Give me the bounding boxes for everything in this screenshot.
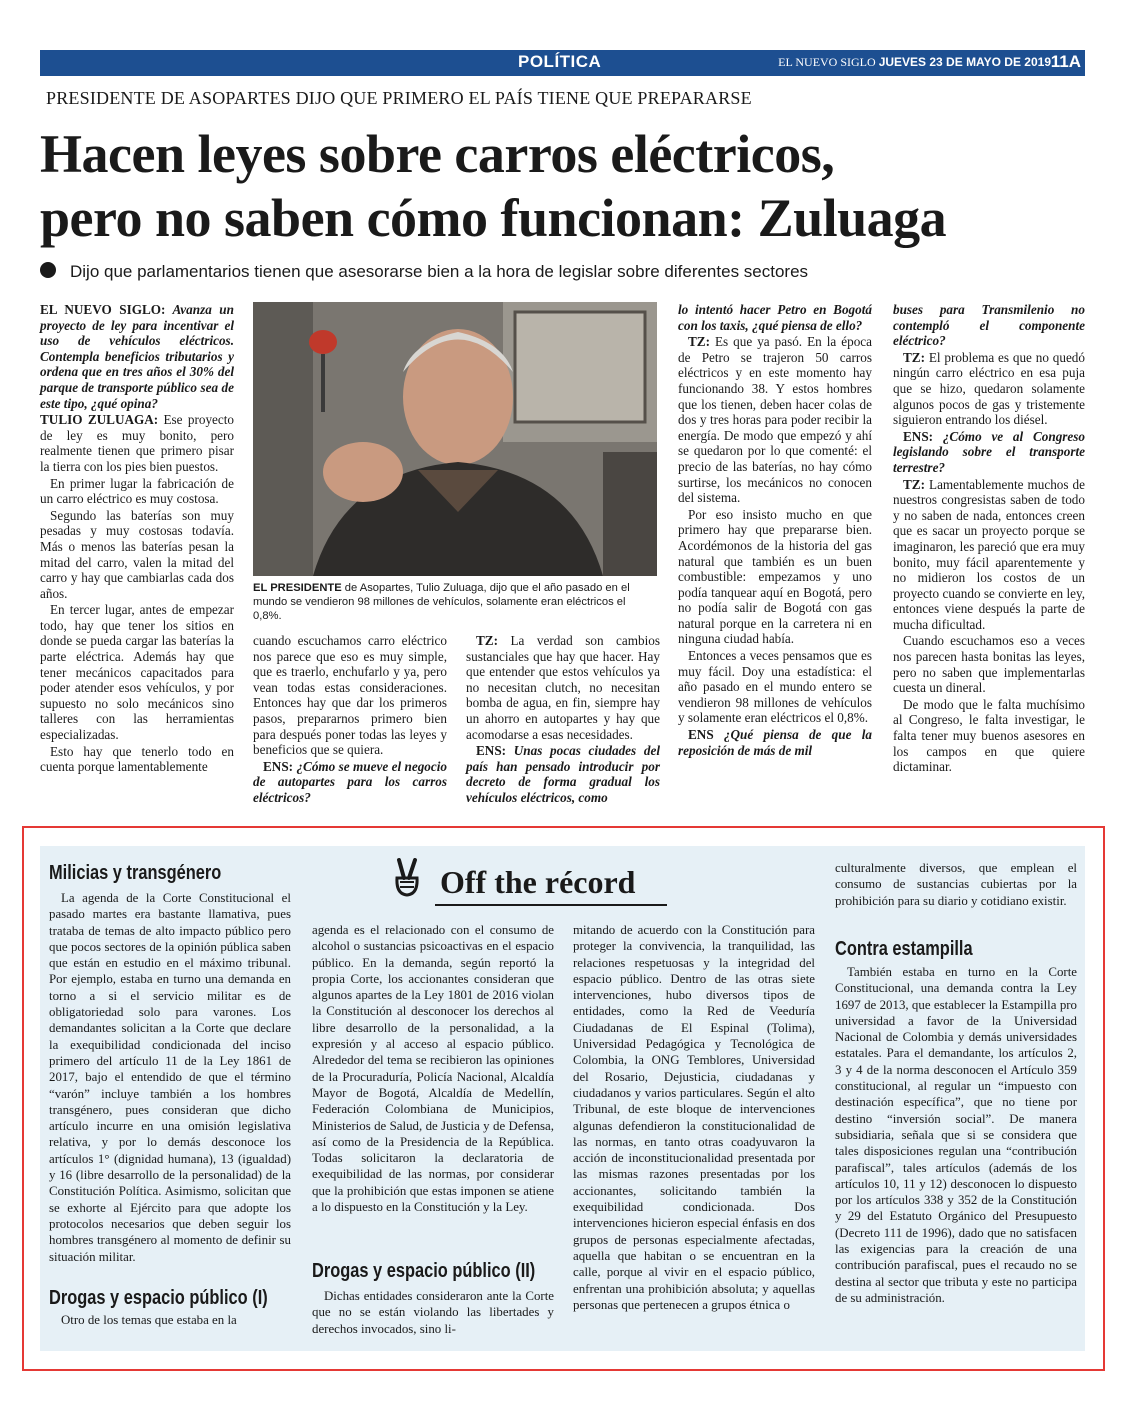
article-column-1 — [40, 302, 234, 776]
answer-2: La verdad son cambios sustanciales que hay que hacer. Hay que entender que estos vehículos ya no necesitan clutch, no necesitan bomba de agua, en fin, siempre hay un ahorro en autopartes y hay que acomodarse a esas necesidades. — [466, 633, 660, 742]
question-5: ¿Cómo ve al Congreso legislando sobre el transporte terrestre? — [893, 428, 1085, 475]
photo-caption — [253, 581, 657, 623]
paragraph: Esto hay que tenerlo todo en cuenta porque lamentablemente — [40, 743, 234, 775]
headline-line-2: pero no saben cómo funcionan: Zuluaga — [40, 188, 947, 248]
question-4: ¿Qué piensa de que la reposición de más de mil — [678, 727, 872, 758]
article-column-5 — [893, 302, 1085, 776]
paragraph: La agenda de la Corte Constitucional el pasado martes era bastante llamativa, pues trataba de temas de alto impacto público pero que pocos sectores de la opinión pública saben que están en estudio en el máximo tribunal. Por ejemplo, estaba en turno una demanda en torno a si el servicio militar es de obligatoriedad solo para varones. Los demandantes solicitan a la Corte que declare la exequibilidad condicionada del inciso primero del artículo 11 de la Ley 1861 de 2017, bajo el entendido de que el término “varón” incluye también a los hombres transgénero, pues consideran que dicho artículo incurre en una omisión legislativa relativa, y por lo demás desconoce los artículos 1° (dignidad humana), 13 (igualdad) y 16 (libre desarrollo de la personalidad) de la Constitución Política. Asimismo, solicitan que se exhorte al Ejército para que adopte los protocolos necesarios que deben seguir los hombres transgénero al momento de definir su situación militar. — [49, 891, 291, 1264]
tz-label: TZ: — [903, 476, 925, 492]
page-number: 11A — [1050, 52, 1081, 71]
question-3-cont: lo intentó hacer Petro en Bogotá con los taxis, ¿qué piensa de ello? — [678, 302, 872, 333]
question-4-cont: buses para Transmilenio no contempló el componente eléctrico? — [893, 302, 1085, 349]
tz-label: TZ: — [688, 334, 710, 350]
section-name: POLÍTICA — [518, 52, 602, 71]
caption-lead: EL PRESIDENTE — [253, 582, 342, 594]
issue-date: JUEVES 23 DE MAYO DE 2019 — [878, 55, 1051, 69]
paragraph: Otro de los temas que estaba en la — [61, 1313, 237, 1327]
off-record-column-4 — [835, 860, 1077, 909]
headline-line-1: Hacen leyes sobre carros eléctricos, — [40, 124, 835, 184]
paragraph: También estaba en turno en la Corte Constitucional, una demanda contra la Ley 1697 de 2013, que establecer la Estampilla pro universidad a favor de la Universidad Nacional de Colombia y demás universidades estatales. Para el demandante, los artículos 2, 3 y 4 de la norma desconocen el Artículo 359 constitucional, al regular un “impuesto con destinación específica”, que no tiene por destino “inversión social”. De manera subsidiaria, señala que si se considera que tales disposiciones regulan una “contribución parafiscal”, tales artículos (además de los artículos 10, 11 y 12) desconocen lo dispuesto por los artículos 338 y 352 de la Constitución y 29 del Estatuto Orgánico del Presupuesto (Decreto 111 de 1996), dado que no satisfacen las exigencias para la creación de una contribución parafiscal, pues el recaudo no se destina al sector que tributa y este no participa de su administración. — [835, 965, 1077, 1305]
paragraph: culturalmente diversos, que emplean el consumo de sustancias cubiertas por la prohibición para su diario y cotidiano existir. — [835, 861, 1077, 908]
paper-date-line — [778, 55, 1051, 70]
tz-label: TZ: — [903, 349, 925, 365]
off-record-title: Off the récord — [440, 864, 636, 900]
paragraph: Dichas entidades consideraron ante la Corte que no se están violando las libertades y derechos invocados, sino li- — [312, 1289, 554, 1336]
source-label: EL NUEVO SIGLO: — [40, 302, 166, 317]
paragraph: De modo que le falta muchísimo al Congreso, le falta investigar, le falta tener muy buenos asesores en los campos en que quiere dictaminar. — [893, 696, 1085, 775]
paragraph: En tercer lugar, antes de empezar todo, hay que tener los sitios en donde se pueda cargar las baterías la parte eléctrica. Además hay que tener mecánicos capacitados para poder atender esos vehículos, y por supuesto no solo mecánicos sino talleres con las herramientas especializadas. — [40, 602, 234, 743]
bullet-icon — [40, 262, 56, 278]
article-photo — [253, 302, 657, 576]
off-record-column-1b — [49, 1312, 291, 1328]
question-1: Avanza un proyecto de ley para incentivar el uso de vehículos eléctricos. Contempla beneficios tributarios y ordena que en tres años el 30% del parque de transporte público sea de este tipo, ¿qué opina? — [40, 302, 234, 411]
off-record-column-2b — [312, 1288, 554, 1337]
ens-label: ENS — [688, 727, 714, 743]
answer-1: Ese proyecto de ley es muy bonito, pero realmente tienen que primero pisar la tierra con los pies bien puestos. — [40, 412, 234, 474]
answer-4: El problema es que no quedó ningún carro eléctrico en esa puja que se hizo, quedaron solamente algunos pocos de gas y tristemente siguieron entrando los diésel. — [893, 349, 1085, 428]
paragraph: Cuando escuchamos eso a veces nos parecen hasta bonitas las leyes, pero no saben que implementarlas cuesta un dineral. — [893, 633, 1085, 696]
subhead-estampilla: Contra estampilla — [835, 938, 973, 960]
subhead-drogas-1: Drogas y espacio público (I) — [49, 1287, 268, 1309]
off-record-column-2 — [312, 922, 554, 1215]
deck-text: Dijo que parlamentarios tienen que asesorarse bien a la hora de legislar sobre diferentes sectores — [70, 262, 809, 281]
ens-label: ENS: — [476, 743, 507, 759]
ens-label: ENS: — [903, 428, 934, 444]
question-3: Unas pocas ciudades del país han pensado introducir por decreto de forma gradual los vehículos eléctricos, como — [466, 743, 660, 805]
kicker: PRESIDENTE DE ASOPARTES DIJO QUE PRIMERO EL PAÍS TIENE QUE PREPARARSE — [46, 88, 752, 108]
deck — [40, 262, 808, 282]
victory-hand-icon — [390, 858, 424, 898]
subhead-drogas-2: Drogas y espacio público (II) — [312, 1260, 536, 1282]
title-underline — [435, 904, 667, 906]
off-record-column-3 — [573, 922, 815, 1313]
question-2: ¿Cómo se mueve el negocio de autopartes para los carros eléctricos? — [253, 758, 447, 805]
caption-text: de Asopartes, Tulio Zuluaga, dijo que el año pasado en el mundo se vendieron 98 millones de vehículos, solamente eran eléctricos el 0,8%. — [253, 582, 630, 622]
answer-5: Lamentablemente muchos de nuestros congresistas saben de todo y no saben de nada, entonces creen que es sacar un proyecto porque se imaginaron, les pareció que era muy bonito, muy fácil aparentemente y no midieron los costos de un proyecto cuando se convierte en ley, entonces viene después la parte de mucha dificultad. — [893, 476, 1085, 632]
answer-3: Es que ya pasó. En la época de Petro se trajeron 50 carros eléctricos y en este momento hay funcionando 38. Y estos hombres que los tienen, deben hacer colas de dos y tres horas para poder recibir la energía. De modo que empezó y ahí se quedaron por lo que comenté: el precio de las baterías, no hay cómo surtirse, los mecánicos no conocen del sistema. — [678, 334, 872, 506]
portrait-illustration — [253, 302, 657, 576]
paper-name: EL NUEVO SIGLO — [778, 55, 876, 69]
paragraph: Entonces a veces pensamos que es muy fácil. Doy una estadística: el año pasado en el mundo entero se vendieron 98 millones de vehículos y solamente eran eléctricos el 0,8%. — [678, 648, 872, 726]
off-record-column-4b — [835, 964, 1077, 1306]
paragraph: agenda es el relacionado con el consumo de alcohol o sustancias psicoactivas en el espacio público. En la demanda, según reportó la propia Corte, los accionantes consideran que algunos apartes de la Ley 1801 de 2016 violan la Constitución al desconocer los derechos al libre desarrollo de la personalidad, a la expresión y al acceso al espacio público. Alrededor del tema se recibieron las opiniones de la Procuraduría, Policía Nacional, Alcaldía Mayor de Bogotá, Alcaldía de Medellín, Federación Colombiana de Municipios, Ministerios de Salud, de Justicia y de Defensa, así como de la Presidencia de la República. Todas solicitaron la declaratoria de exequibilidad de las normas, por considerar que la prohibición que estas imponen se atiene a lo dispuesto en la Constitución y la Ley. — [312, 923, 554, 1215]
paragraph: Por eso insisto mucho en que primero hay que prepararse bien. Acordémonos de la historia del gas natural que también es un buen combustible: empezamos y uno podía tanquear aquí en Bogotá, pero no podía salir de Bogotá con gas natural porque en la carretera ni en ninguna ciudad había. — [678, 506, 872, 647]
off-record-column-1 — [49, 890, 291, 1265]
ens-label: ENS: — [263, 758, 294, 774]
tz-label: TZ: — [476, 633, 498, 648]
article-column-2 — [253, 633, 447, 807]
article-column-3 — [466, 633, 660, 807]
headline — [40, 122, 1090, 250]
paragraph: Segundo las baterías son muy pesadas y muy costosas todavía. Más o menos las baterías pesan la mitad del carro, valen la mitad del carro y hay que cambiarlas cada dos años. — [40, 507, 234, 601]
article-column-4 — [678, 302, 872, 759]
subhead-milicias: Milicias y transgénero — [49, 862, 222, 884]
paragraph: cuando escuchamos carro eléctrico nos parece que eso es muy simple, que es traerlo, enchufarlo y ya, pero vean todas estas consideraciones. Entonces hay que dar los primeros pasos, prepararnos primero bien para después poner todas las leyes y beneficios que se quiera. — [253, 633, 447, 758]
paragraph: mitando de acuerdo con la Constitución para proteger la convivencia, la tranquilidad, las relaciones respetuosas y la integridad del espacio público. Dentro de las otras siete intervenciones, hubo diversos tipos de entidades, como la Red de Veeduría Ciudadanas de El Espinal (Tolima), Universidad Pedagógica y Tecnológica de Colombia, la ONG Temblores, Universidad del Rosario, Dejusticia, ciudadanas y ciudadanos y varios particulares. Según el alto Tribunal, de este bloque de intervenciones algunas defendieron la constitucionalidad de las normas, en tanto otras coadyuvaron la acción de inconstitucionalidad presentada por las mismas razones presentadas por los accionantes, solicitando también la exequibilidad condicionada. Dos intervenciones hicieron especial énfasis en dos grupos de personas especialmente afectadas, aquella que habitan o se encuentran en la calle, porque al vivir en el espacio público, enfrentan una prohibición absoluta; y aquellas personas que pertenecen a grupos étnica o — [573, 923, 815, 1312]
speaker-label: TULIO ZULUAGA: — [40, 412, 159, 428]
paragraph: En primer lugar la fabricación de un carro eléctrico es muy costosa. — [40, 475, 234, 507]
